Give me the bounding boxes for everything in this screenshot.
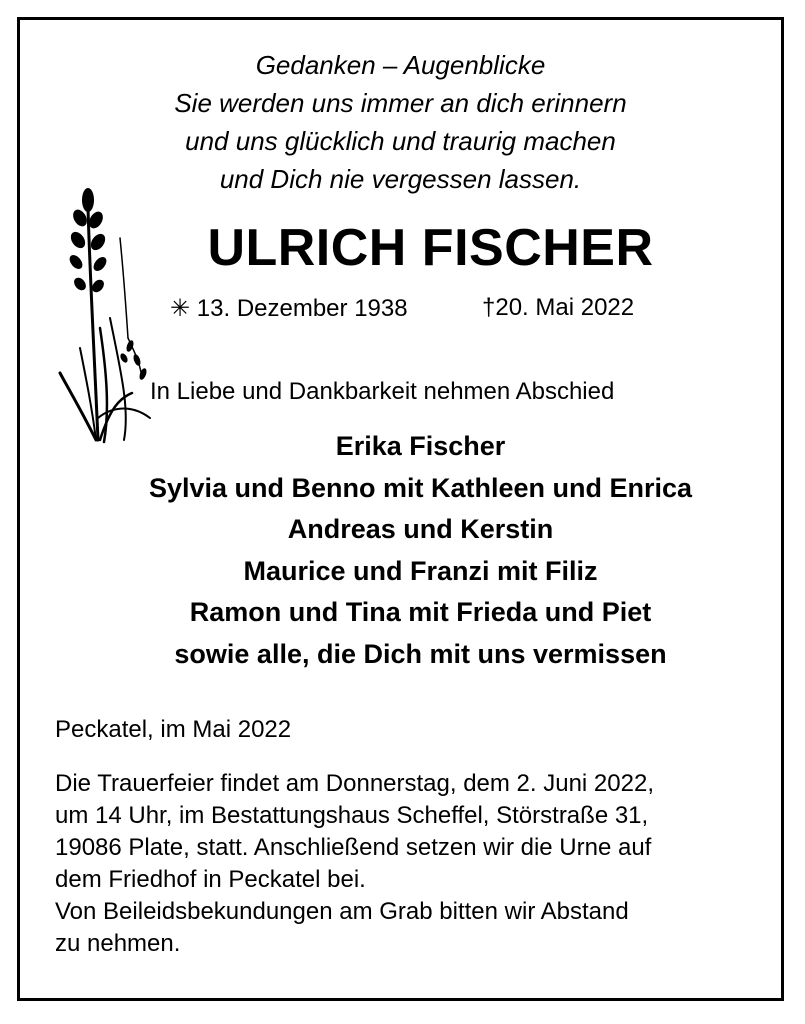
life-dates bbox=[170, 294, 635, 323]
mourner-line: Maurice und Franzi mit Filiz bbox=[243, 555, 598, 586]
mourner-line: Ramon und Tina mit Frieda und Piet bbox=[189, 597, 652, 627]
cross-icon: † bbox=[482, 294, 496, 321]
funeral-details bbox=[55, 768, 654, 960]
details-line: Die Trauerfeier findet am Donnerstag, dem 2. Juni 2022, bbox=[55, 770, 654, 797]
details-line: um 14 Uhr, im Bestattungshaus Scheffel, Störstraße 31, bbox=[55, 802, 649, 829]
deceased-name: ULRICH FISCHER bbox=[207, 219, 654, 277]
obituary-frame bbox=[17, 17, 784, 1001]
birth-date: 13. Dezember 1938 bbox=[196, 295, 408, 322]
mourners-list bbox=[80, 426, 761, 675]
poem-line: und Dich nie vergessen lassen. bbox=[219, 164, 582, 194]
mourner-line: sowie alle, die Dich mit uns vermissen bbox=[174, 638, 667, 669]
mourner-line: Erika Fischer bbox=[335, 431, 506, 461]
details-line: Von Beileidsbekundungen am Grab bitten wir Abstand bbox=[55, 898, 629, 925]
details-line: dem Friedhof in Peckatel bei. bbox=[55, 866, 366, 893]
poem bbox=[20, 46, 781, 198]
death-date: 20. Mai 2022 bbox=[495, 294, 635, 321]
farewell-line: In Liebe und Dankbarkeit nehmen Abschied bbox=[150, 378, 615, 405]
mourner-line: Andreas und Kerstin bbox=[287, 514, 554, 544]
mourner-line: Sylvia und Benno mit Kathleen und Enrica bbox=[148, 472, 693, 503]
death-date-group bbox=[482, 294, 634, 322]
birth-date-group bbox=[170, 295, 408, 322]
details-line: 19086 Plate, statt. Anschließend setzen wir die Urne auf bbox=[55, 834, 652, 861]
poem-line: Sie werden uns immer an dich erinnern bbox=[174, 88, 627, 118]
details-line: zu nehmen. bbox=[55, 930, 181, 957]
poem-line: und uns glücklich und traurig machen bbox=[185, 126, 616, 156]
poem-line: Gedanken – Augenblicke bbox=[255, 50, 546, 80]
place-date: Peckatel, im Mai 2022 bbox=[55, 716, 292, 743]
star-icon: ✳ bbox=[170, 295, 191, 322]
